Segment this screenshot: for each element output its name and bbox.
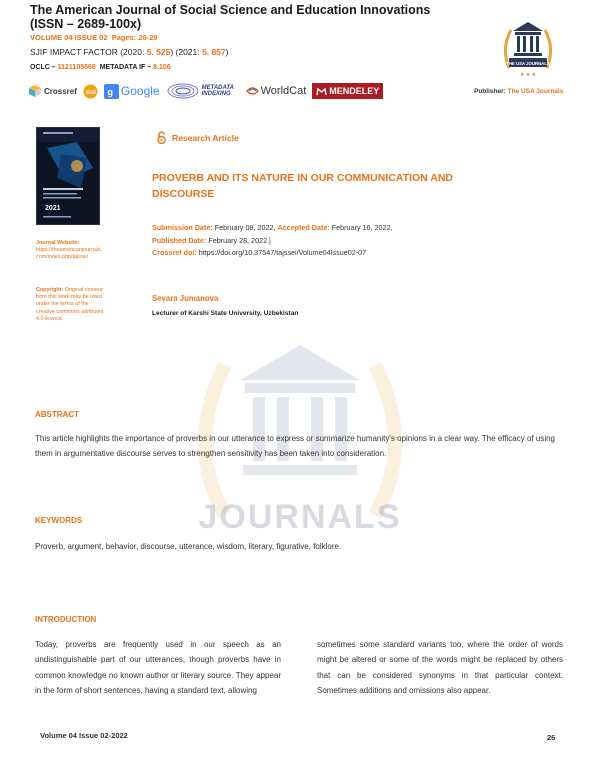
cover-art-icon	[37, 128, 100, 225]
mendeley-logo[interactable]	[312, 83, 383, 99]
metadata-label: METADATA IF –	[99, 64, 152, 71]
crossref-label: Crossref	[44, 86, 77, 96]
article-type	[157, 131, 239, 144]
copyright-note	[36, 287, 104, 323]
journal-title: The American Journal of Social Science and Education Innovations (ISSN – 2689-100x)	[30, 3, 431, 31]
copyright-label: Copyright:	[36, 287, 64, 293]
sjif-end: )	[225, 47, 229, 57]
doi-label: Crossref doi:	[152, 248, 197, 257]
abstract-text: This article highlights the importance of proverbs in our utterance to express or summarize humanity's opinions in a clear way. The efficacy of using them in argumentative discourse serves to strengthen sensitivity has been taken into consideration.	[35, 434, 555, 458]
mendeley-icon	[316, 87, 327, 96]
sjif-label: SJIF IMPACT FACTOR (2020:	[30, 47, 145, 57]
author-name: Sevara Jumanova	[152, 294, 219, 303]
usa-journals-seal-icon	[497, 18, 559, 80]
website-label: Journal Website:	[36, 240, 80, 246]
crossref-logo[interactable]	[28, 84, 77, 98]
article-dates	[152, 222, 532, 260]
pages-label: Pages:	[111, 33, 137, 42]
author-affiliation: Lecturer of Karshi State University, Uzbekistan	[152, 310, 299, 317]
seal-text: THE USA JOURNALS	[506, 61, 550, 66]
introduction-column-2: sometimes some standard variants too, where the order of words might be altered or some of the words might be replaced by others that can be considered synonyms in that particular context. Sometimes additions and omissions also appear.	[317, 640, 563, 696]
volume-issue: VOLUME 04 ISSUE 02	[30, 33, 108, 42]
oclc-value: 1121105668	[57, 64, 96, 71]
volume-line	[30, 33, 158, 42]
doi-link[interactable]: https://doi.org/10.37547/tajssei/Volume04Issue02-07	[198, 248, 367, 257]
google-scholar-logo[interactable]	[104, 84, 160, 99]
metadata-indexing-logo[interactable]	[166, 82, 240, 100]
accepted-label: Accepted Date:	[277, 223, 330, 232]
sjif-impact-factor	[30, 47, 228, 57]
published-label: Published Date:	[152, 235, 207, 245]
article-title: PROVERB AND ITS NATURE IN OUR COMMUNICATION AND DISCOURSE	[152, 172, 453, 200]
page-number: 26	[547, 733, 556, 742]
worldcat-logo[interactable]	[246, 85, 307, 98]
metadata-swirl-icon	[166, 82, 200, 100]
article-type-label: Research Article	[172, 132, 239, 143]
oclc-metadata-line	[30, 64, 171, 71]
sjif-2020: 5. 525	[146, 47, 171, 57]
keywords-text: Proverb, argument, behavior, discourse, utterance, wisdom, literary, figurative, folklore.	[35, 542, 342, 551]
crossref-icon	[28, 84, 42, 98]
publisher-name[interactable]: The USA Journals	[507, 88, 564, 95]
worldcat-icon	[246, 85, 259, 98]
worldcat-label: WorldCat	[260, 85, 307, 97]
google-label: Google	[120, 84, 160, 98]
svg-text:g: g	[107, 86, 113, 97]
pages-value: 26-29	[138, 33, 158, 42]
sjif-mid: ) (2021:	[170, 47, 200, 57]
doi-logo[interactable]	[83, 84, 98, 99]
publisher-line	[474, 88, 563, 95]
mendeley-label: MENDELEY	[329, 86, 380, 96]
publisher-label: Publisher:	[474, 88, 506, 95]
introduction-heading: INTRODUCTION	[35, 615, 97, 624]
website-url[interactable]: https://theamericanjournals.com/index.php/tajssei	[36, 247, 103, 261]
submission-label: Submission Date:	[152, 223, 213, 232]
published-date: February 28, 2022 |	[208, 235, 271, 245]
doi-icon	[83, 84, 98, 99]
scholar-icon	[104, 84, 119, 99]
copyright-text: Original content from this work may be used under the terms of the creative commons attributes 4.0 licence.	[36, 287, 104, 322]
introduction-column-1: Today, proverbs are frequently used in our speech as an undistinguishable part of our utterances, though proverbs have in common knowledge no known author or literary source. They appear in the form of short sentences, having a standard text, allowing	[35, 640, 281, 696]
metadata-value: 8.106	[153, 64, 171, 71]
svg-text:doi: doi	[85, 88, 96, 96]
sjif-2021: 5. 857	[202, 47, 226, 57]
indexing-logos	[28, 80, 458, 102]
open-access-icon	[157, 131, 166, 144]
oclc-label: OCLC –	[30, 64, 56, 71]
journal-website	[36, 240, 104, 262]
svg-text:★ ★ ★: ★ ★ ★	[519, 72, 537, 78]
submission-date: February 08, 2022,	[214, 223, 276, 232]
svg-text:2021: 2021	[45, 205, 61, 212]
footer-volume: Volume 04 Issue 02-2022	[40, 731, 128, 740]
metadata-label-logo: METADATA INDEXING	[201, 85, 234, 97]
watermark-text: JOURNALS	[198, 498, 402, 536]
abstract-heading: ABSTRACT	[35, 410, 79, 419]
journal-cover-image	[36, 127, 100, 225]
accepted-date: February 16, 2022,	[331, 223, 393, 232]
keywords-heading: KEYWORDS	[35, 516, 83, 525]
